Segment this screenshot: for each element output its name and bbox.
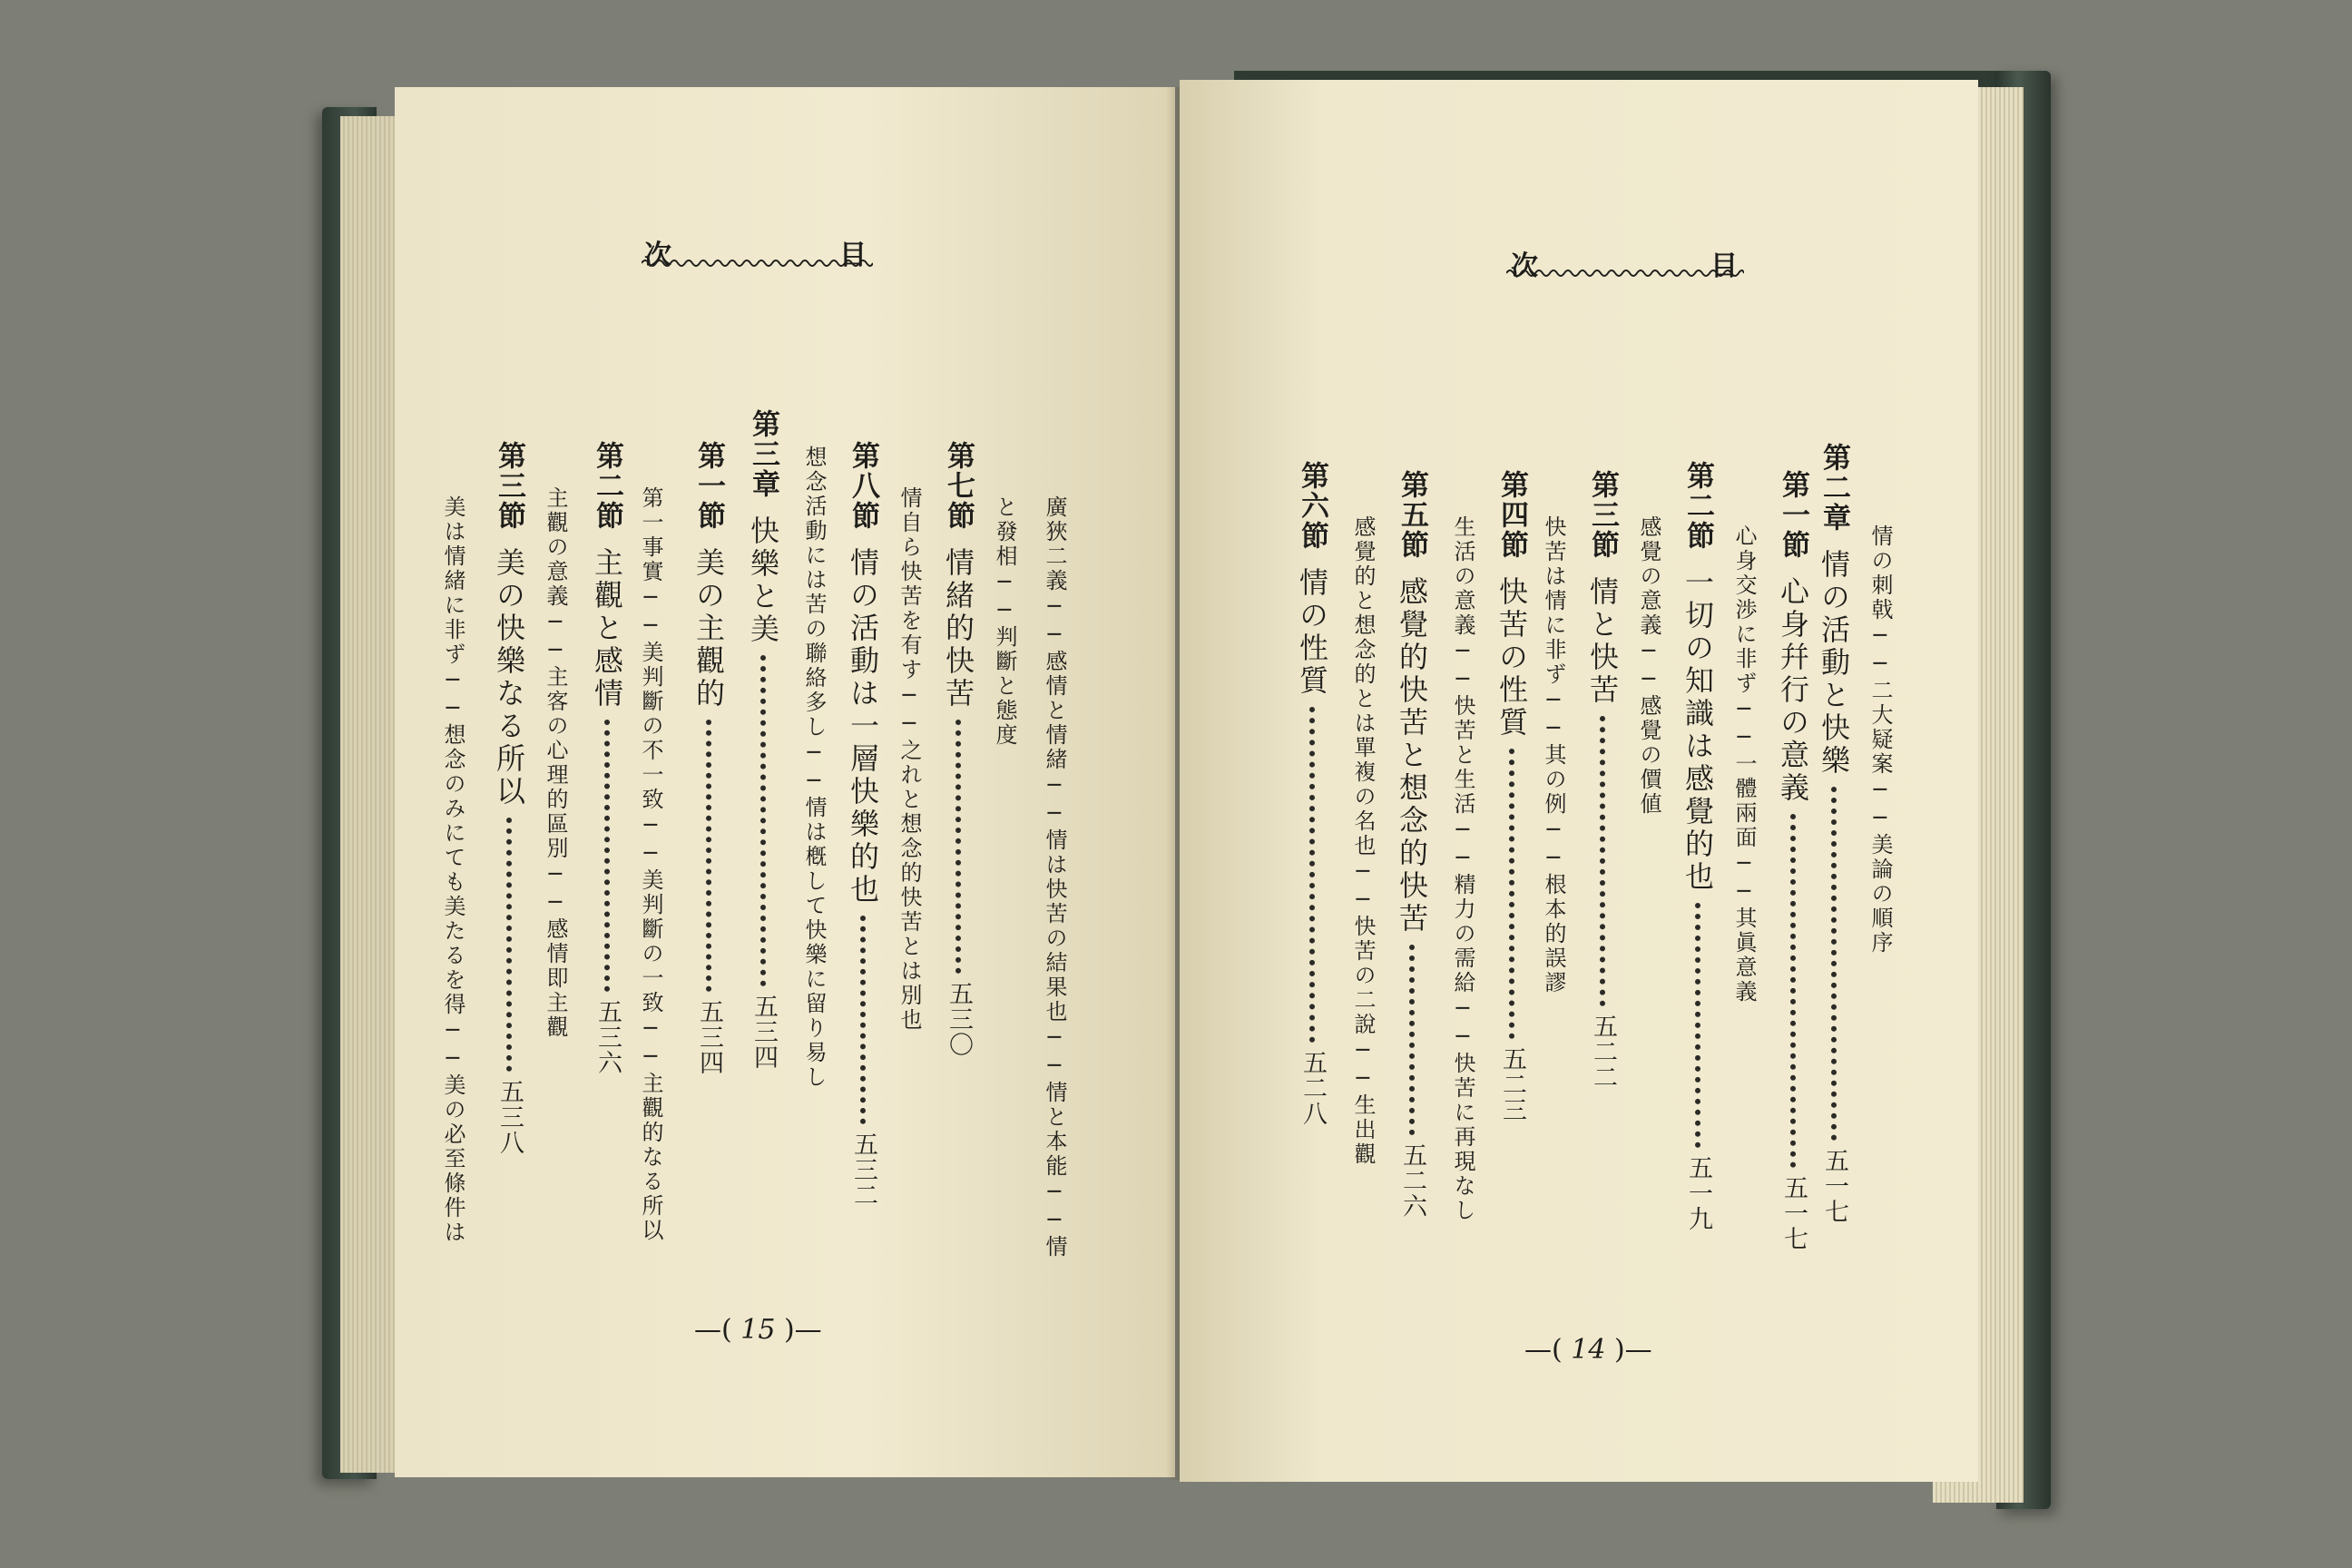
toc-section-entry — [1585, 470, 1620, 1090]
section-title: 美の快樂なる所以 — [492, 547, 526, 808]
subsection-summary: 感覺の意義──感覺の價値 — [1636, 515, 1661, 817]
page-number: 五三六 — [593, 999, 622, 1075]
dotted-leader — [506, 818, 512, 1072]
section-label: 第二節 — [591, 441, 623, 531]
section-title: 主觀と感情 — [590, 547, 624, 710]
page-number: 五一九 — [1684, 1155, 1712, 1231]
toc-subline-entry — [1452, 515, 1474, 1223]
left-page-stack-edge — [340, 116, 395, 1473]
toc-subline-entry — [1044, 495, 1065, 1259]
dotted-leader — [706, 720, 711, 992]
dotted-leader — [604, 720, 610, 992]
subsection-summary: 快苦は情に非ず──其の例──根本的誤謬 — [1541, 515, 1566, 995]
dotted-leader — [956, 720, 961, 974]
toc-subline-entry — [1543, 515, 1564, 995]
subsection-summary: 廣狹二義──感情と情緒──情は快苦の結果也──情と本能──情 — [1042, 495, 1067, 1259]
dotted-leader — [1695, 903, 1700, 1148]
toc-section-entry — [1776, 470, 1810, 1251]
section-label: 第二節 — [1681, 461, 1714, 551]
header-char-left: 次 — [644, 240, 671, 271]
dotted-leader — [1509, 749, 1514, 1039]
header-char-right: 目 — [1710, 250, 1738, 282]
toc-subline-entry — [1869, 524, 1891, 956]
toc-subline-entry — [898, 486, 920, 1033]
toc-section-entry — [590, 441, 624, 1075]
section-title: 情の活動と快樂 — [1817, 549, 1851, 778]
toc-subline-entry — [994, 495, 1015, 748]
section-label: 第七節 — [942, 441, 975, 531]
dotted-leader — [1409, 945, 1415, 1135]
section-label: 第一節 — [692, 441, 725, 531]
section-label: 第三節 — [493, 441, 525, 531]
toc-subline-entry — [640, 486, 662, 1243]
dotted-leader — [860, 916, 866, 1124]
toc-section-entry — [1681, 461, 1715, 1231]
page-number: 五三二 — [849, 1132, 877, 1208]
page-number: 五二二 — [1589, 1014, 1617, 1090]
toc-section-entry — [1817, 443, 1851, 1224]
left-page — [395, 87, 1175, 1477]
header-wave-rule — [1506, 268, 1744, 279]
section-title: 心身幷行の意義 — [1776, 576, 1810, 805]
dotted-leader — [1831, 787, 1837, 1141]
section-title: 情と快苦 — [1585, 576, 1620, 707]
toc-section-entry — [1395, 470, 1429, 1219]
page-number: 五三四 — [750, 994, 778, 1070]
section-label: 第五節 — [1396, 470, 1428, 560]
header-char-right: 目 — [839, 240, 867, 271]
toc-section-entry — [1494, 470, 1529, 1122]
dotted-leader — [760, 655, 766, 986]
toc-section-entry — [846, 441, 880, 1208]
page-number: 五三八 — [495, 1079, 524, 1155]
section-label: 第三節 — [1586, 470, 1619, 560]
page-number: 五一七 — [1779, 1175, 1808, 1251]
right-page — [1180, 80, 1978, 1482]
subsection-summary: 主觀の意義──主客の心理的區別──感情即主觀 — [543, 486, 568, 1040]
toc-subline-entry — [803, 446, 825, 1090]
subsection-summary: と發相──判斷と態度 — [992, 495, 1017, 748]
section-title: 情の性質 — [1295, 567, 1329, 698]
section-label: 第八節 — [847, 441, 879, 531]
page-number: 五一七 — [1820, 1148, 1848, 1224]
section-title: 感覺的快苦と想念的快苦 — [1395, 576, 1429, 936]
section-label: 第一節 — [1777, 470, 1809, 560]
subsection-summary: 情自ら快苦を有す──之れと想念的快苦とは別也 — [897, 486, 922, 1033]
section-title: 情の活動は一層快樂的也 — [846, 547, 880, 906]
section-title: 快苦の性質 — [1494, 576, 1529, 740]
subsection-summary: 想念活動には苦の聯絡多し──情は槪して快樂に留り易し — [801, 446, 827, 1090]
toc-subline-entry — [544, 486, 566, 1040]
right-page-folio: —( 14 )— — [1524, 1334, 1652, 1366]
toc-subline-entry — [1733, 524, 1755, 1004]
toc-section-entry — [1295, 461, 1329, 1126]
left-page-folio: —( 15 )— — [694, 1314, 822, 1346]
page-number: 五二八 — [1298, 1050, 1327, 1126]
page-number: 五二六 — [1398, 1142, 1426, 1219]
page-number: 五二三 — [1498, 1046, 1526, 1122]
section-title: 美の主觀的 — [691, 547, 726, 710]
subsection-summary: 心身交渉に非ず──一體兩面──其眞意義 — [1731, 524, 1757, 1004]
page-number: 五三〇 — [945, 981, 973, 1057]
dotted-leader — [1600, 716, 1605, 1006]
toc-section-entry — [691, 441, 726, 1075]
subsection-summary: 生活の意義──快苦と生活──精力の需給──快苦に再現なし — [1450, 515, 1475, 1223]
section-label: 第六節 — [1296, 461, 1328, 551]
subsection-summary: 感覺的と想念的とは單複の名也──快苦の二說──生出觀 — [1350, 515, 1376, 1167]
dotted-leader — [1790, 814, 1796, 1168]
header-wave-rule — [642, 258, 873, 269]
dotted-leader — [1309, 707, 1315, 1043]
page-number: 五三四 — [695, 999, 723, 1075]
section-label: 第二章 — [1818, 443, 1850, 533]
subsection-summary: 第一事實──美判斷の不一致──美判斷の一致──主觀的なる所以 — [638, 486, 663, 1243]
section-label: 第四節 — [1495, 470, 1528, 560]
toc-subline-entry — [442, 495, 464, 1245]
subsection-summary: 情の刺戟──二大疑案──美論の順序 — [1867, 524, 1893, 956]
section-label: 第三章 — [747, 409, 779, 499]
subsection-summary: 美は情緒に非ず──想念のみにても美たるを得──美の必至條件は — [440, 495, 466, 1245]
toc-section-entry — [746, 409, 780, 1070]
section-title: 情緒的快苦 — [941, 547, 975, 710]
show-through-shadow — [1651, 461, 1679, 1005]
section-title: 一切の知識は感覺的也 — [1681, 567, 1715, 894]
toc-section-entry — [941, 441, 975, 1057]
toc-section-entry — [492, 441, 526, 1155]
toc-subline-entry — [1352, 515, 1374, 1167]
section-title: 快樂と美 — [746, 515, 780, 646]
header-char-left: 次 — [1511, 250, 1538, 282]
